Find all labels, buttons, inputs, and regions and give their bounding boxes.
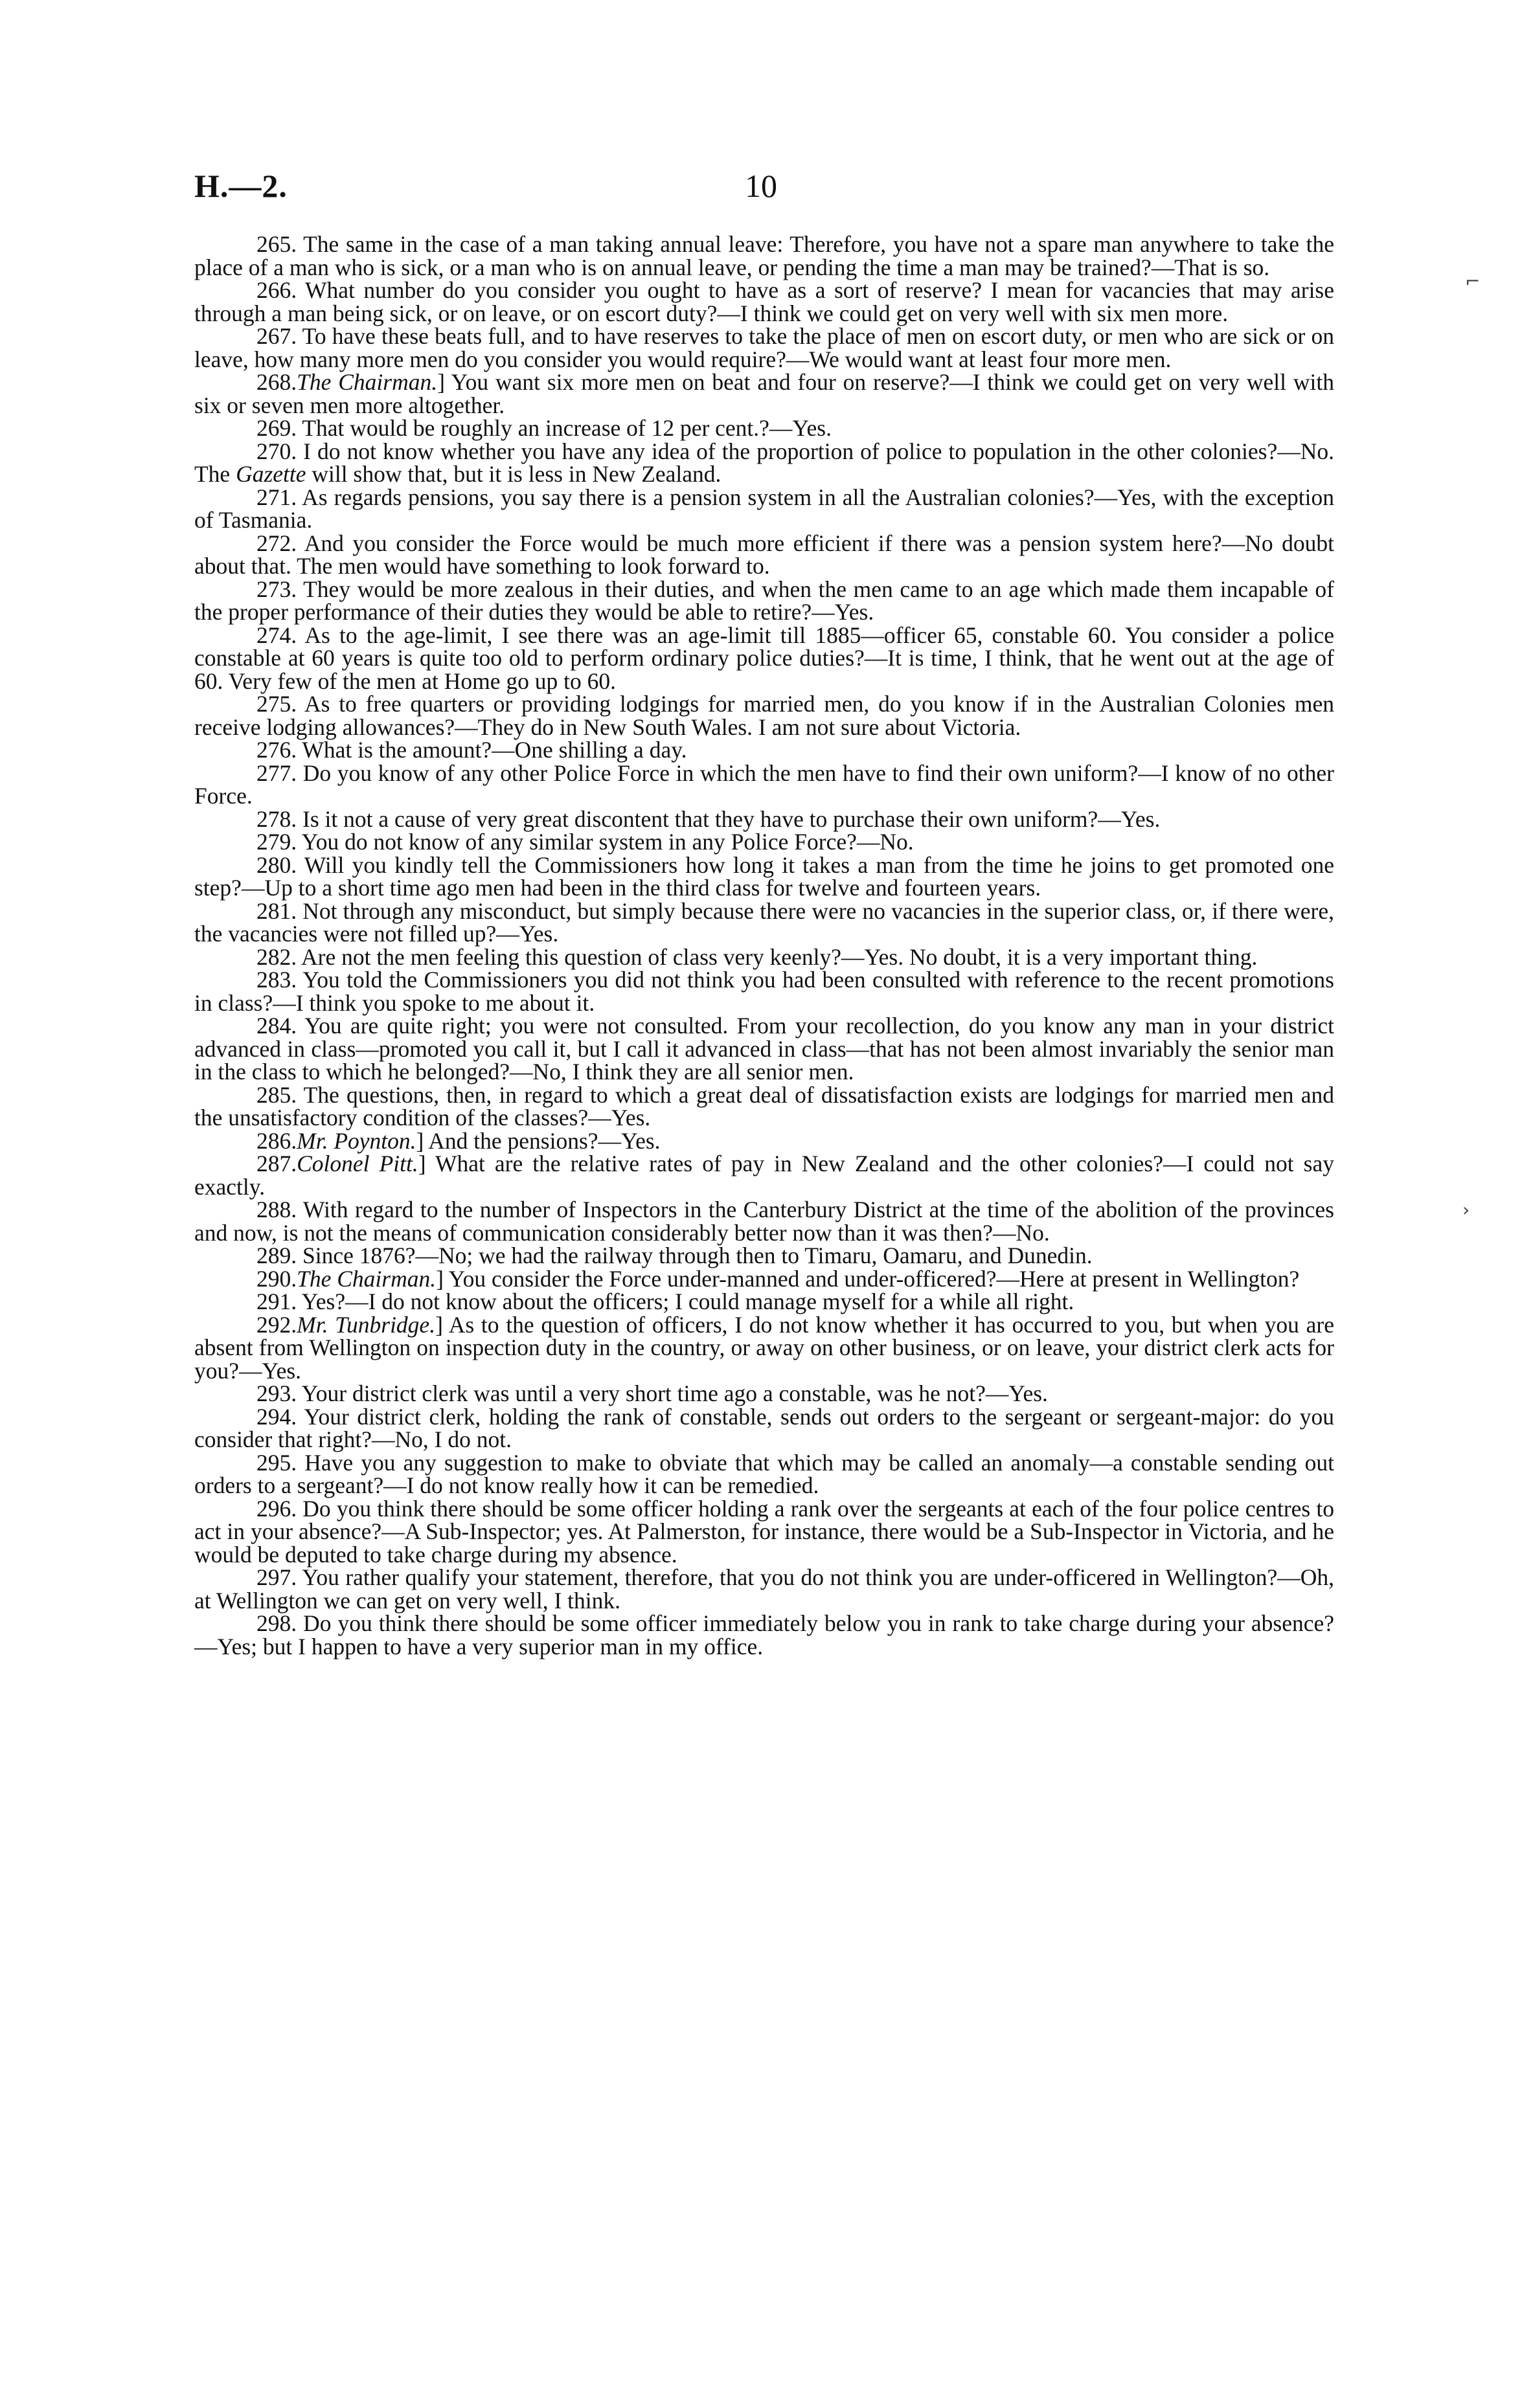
question-paragraph — [194, 762, 1334, 808]
question-answer-text: As to free quarters or providing lodgings for married men, do you know if in the Australian Colonies men receive lodging allowances?—They do in New South Wales. I am not sure about Victoria. — [194, 691, 1334, 740]
question-number: 270. — [256, 438, 297, 464]
question-answer-text: What number do you consider you ought to have as a sort of reserve? I mean for vacancies that may arise through a man being sick, or on leave, or on escort duty?—I think we could get on very well with six men more. — [194, 277, 1334, 326]
question-number: 276. — [256, 737, 297, 763]
question-paragraph — [194, 279, 1334, 325]
question-paragraph — [194, 1311, 1335, 1384]
speaker-name: The Chairman. — [297, 369, 438, 395]
question-paragraph — [194, 1015, 1334, 1084]
page-number: 10 — [745, 168, 777, 204]
question-answer-text: They would be more zealous in their duties, and when the men came to an age which made them incapable of the proper performance of their duties they would be able to retire?—Yes. — [194, 576, 1334, 625]
question-answer-text: Since 1876?—No; we had the railway through then to Timaru, Oamaru, and Dunedin. — [297, 1243, 1093, 1268]
question-paragraph — [194, 969, 1334, 1015]
question-number: 293. — [256, 1380, 297, 1406]
question-answer-text: You rather qualify your statement, therefore, that you do not think you are under-officered in Wellington?—Oh, at Wellington we can get on very well, I think. — [194, 1564, 1334, 1614]
question-number: 272. — [256, 530, 297, 556]
question-number: 279. — [256, 829, 297, 855]
question-paragraph — [194, 943, 1334, 970]
question-number: 267. — [256, 323, 297, 349]
question-text: I do not know whether you have any idea of the proportion of police to population in the other colonies?—No. The — [194, 438, 1334, 487]
question-answer-text: Do you think there should be some officer holding a rank over the sergeants at each of the four police centres to act in your absence?—A Sub-Inspector; yes. At Palmerston, for instance, there would be a Sub-Inspector in Victoria, and he would be deputed to take charge during my absence. — [194, 1495, 1334, 1568]
question-paragraph — [194, 1449, 1334, 1498]
question-answer-text: Your district clerk was until a very short time ago a constable, was he not?—Yes. — [297, 1380, 1048, 1406]
question-number: 298. — [256, 1610, 297, 1636]
question-answer-text: Is it not a cause of very great discontent that they have to purchase their own uniform?—Yes. — [297, 805, 1161, 832]
question-number: 280. — [256, 851, 297, 878]
question-paragraph — [194, 1566, 1334, 1612]
question-paragraph — [194, 1127, 1334, 1154]
question-paragraph — [194, 532, 1334, 578]
question-answer-text: As to the age-limit, I see there was an age-limit till 1885—officer 65, constable 60. You consider a police constable at 60 years is quite too old to perform ordinary police duties?—It is time, I think, that he went out at the age of 60. Very few of the men at Home go up to 60. — [194, 622, 1334, 694]
question-number: 291. — [256, 1288, 297, 1314]
question-paragraph — [194, 1081, 1334, 1131]
question-answer-text: Will you kindly tell the Commissioners how long it takes a man from the time he joins to get promoted one step?—Up to a short time ago men had been in the third class for twelve and fourteen years. — [194, 851, 1334, 901]
question-number: 283. — [256, 967, 297, 993]
question-number: 287. — [256, 1151, 297, 1176]
question-paragraph — [194, 1244, 1334, 1268]
question-paragraph — [194, 371, 1334, 417]
question-number: 292. — [256, 1311, 297, 1338]
question-answer-text: You are quite right; you were not consulted. From your recollection, do you know any man in your district advanced in class—promoted you call it, but I call it advanced in class—that has not been almost invariably the senior man in the class to which he belonged?—No, I think they are all senior men. — [194, 1013, 1334, 1085]
question-paragraph — [194, 1290, 1334, 1314]
question-answer-text: ] And the pensions?—Yes. — [416, 1127, 661, 1154]
question-answer-text: ] You want six more men on beat and four on reserve?—I think we could get on very well with six or seven men more altogether. — [194, 369, 1335, 418]
margin-mark-icon: ⌐ — [1465, 271, 1481, 292]
question-answer-text: Not through any misconduct, but simply because there were no vacancies in the superior class, or, if there were, the vacancies were not filled up?—Yes. — [194, 897, 1334, 947]
question-paragraph — [194, 1612, 1334, 1658]
question-answer-text: The same in the case of a man taking annual leave: Therefore, you have not a spare man anywhere to take the place of a man who is sick, or a man who is on annual leave, or pending the time a man may be trained?—That is so. — [194, 231, 1334, 280]
question-number: 275. — [256, 691, 297, 717]
question-number: 297. — [256, 1564, 297, 1590]
testimony-text — [194, 233, 1334, 1658]
question-paragraph — [194, 440, 1334, 486]
question-paragraph — [194, 417, 1334, 440]
speaker-name: Mr. Tunbridge. — [297, 1311, 436, 1338]
question-answer-text: Do you think there should be some officer immediately below you in rank to take charge during your absence?—Yes; but I happen to have a very superior man in my office. — [194, 1610, 1334, 1660]
question-answer-text: As regards pensions, you say there is a pension system in all the Australian colonies?—Yes, with the exception of Tasmania. — [194, 484, 1334, 533]
question-answer-text: ] What are the relative rates of pay in New Zealand and the other colonies?—I could not say exactly. — [194, 1151, 1335, 1200]
question-answer-text: And you consider the Force would be much more efficient if there was a pension system here?—No doubt about that. The men would have something to look forward to. — [194, 530, 1334, 579]
question-number: 288. — [256, 1197, 297, 1222]
question-paragraph — [194, 739, 1334, 762]
question-number: 284. — [256, 1013, 297, 1039]
speaker-name: Colonel Pitt. — [297, 1151, 418, 1176]
question-answer-text: Your district clerk, holding the rank of constable, sends out orders to the sergeant or sergeant-major: do you consider that right?—No, I do not. — [194, 1403, 1334, 1452]
question-answer-text: That would be roughly an increase of 12 per cent.?—Yes. — [297, 415, 832, 441]
question-number: 268. — [256, 369, 297, 395]
question-number: 273. — [256, 576, 297, 602]
question-paragraph — [194, 1265, 1334, 1292]
document-id: H.—2. — [194, 168, 288, 204]
question-paragraph — [194, 325, 1334, 371]
question-number: 289. — [256, 1243, 297, 1268]
question-number: 290. — [256, 1265, 297, 1292]
question-number: 282. — [256, 943, 297, 970]
question-paragraph — [194, 1382, 1334, 1406]
question-answer-text: You do not know of any similar system in any Police Force?—No. — [297, 829, 914, 855]
speaker-name: The Chairman. — [297, 1265, 437, 1292]
question-answer-text: will show that, but it is less in New Zealand. — [306, 461, 721, 487]
question-paragraph — [194, 624, 1334, 693]
question-number: 295. — [256, 1449, 297, 1476]
speaker-name: Gazette — [236, 461, 306, 487]
speaker-name: Mr. Poynton. — [297, 1127, 416, 1154]
question-answer-text: What is the amount?—One shilling a day. — [297, 737, 687, 763]
question-number: 278. — [256, 805, 297, 832]
question-paragraph — [194, 851, 1334, 901]
question-paragraph — [194, 486, 1334, 532]
question-paragraph — [194, 578, 1334, 624]
question-paragraph — [194, 1495, 1334, 1568]
question-number: 265. — [256, 231, 297, 257]
question-paragraph — [194, 831, 1334, 854]
question-paragraph — [194, 805, 1334, 832]
question-paragraph — [194, 1153, 1334, 1198]
question-paragraph — [194, 233, 1334, 279]
question-paragraph — [194, 1198, 1334, 1244]
question-number: 286. — [256, 1127, 297, 1154]
question-number: 269. — [256, 415, 297, 441]
question-answer-text: Have you any suggestion to make to obviate that which may be called an anomaly—a constable sending out orders to a sergeant?—I do not know really how it can be remedied. — [194, 1449, 1334, 1498]
question-answer-text: The questions, then, in regard to which a great deal of dissatisfaction exists are lodgings for married men and the unsatisfactory condition of the classes?—Yes. — [194, 1081, 1334, 1131]
question-answer-text: ] As to the question of officers, I do not know whether it has occurred to you, but when you are absent from Wellington on inspection duty in the country, or away on other business, or on leave, your district clerk acts for you?—Yes. — [194, 1311, 1335, 1384]
question-paragraph — [194, 897, 1334, 947]
question-answer-text: ] You consider the Force under-manned and under-officered?—Here at present in Wellington? — [436, 1265, 1300, 1292]
question-answer-text: To have these beats full, and to have reserves to take the place of men on escort duty, or men who are sick or on leave, how many more men do you consider you would require?—We would want at least four more men. — [194, 323, 1334, 372]
question-paragraph — [194, 693, 1334, 739]
page-header — [194, 167, 1334, 212]
question-number: 296. — [256, 1495, 297, 1522]
question-number: 271. — [256, 484, 297, 510]
question-paragraph — [194, 1403, 1334, 1452]
question-answer-text: You told the Commissioners you did not think you had been consulted with reference to the recent promotions in class?—I think you spoke to me about it. — [194, 967, 1334, 1016]
question-answer-text: With regard to the number of Inspectors in the Canterbury District at the time of the abolition of the provinces and now, is not the means of communication considerably better now than it was then?—No. — [194, 1197, 1334, 1246]
question-number: 274. — [256, 622, 297, 648]
question-answer-text: Are not the men feeling this question of class very keenly?—Yes. No doubt, it is a very important thing. — [297, 943, 1258, 970]
question-number: 294. — [256, 1403, 297, 1430]
margin-mark-icon: › — [1462, 1199, 1470, 1221]
question-answer-text: Do you know of any other Police Force in which the men have to find their own uniform?—I know of no other Force. — [194, 760, 1334, 809]
question-number: 266. — [256, 277, 297, 303]
question-number: 281. — [256, 897, 297, 924]
question-answer-text: Yes?—I do not know about the officers; I could manage myself for a while all right. — [297, 1288, 1074, 1314]
question-number: 277. — [256, 760, 297, 786]
question-number: 285. — [256, 1081, 297, 1108]
